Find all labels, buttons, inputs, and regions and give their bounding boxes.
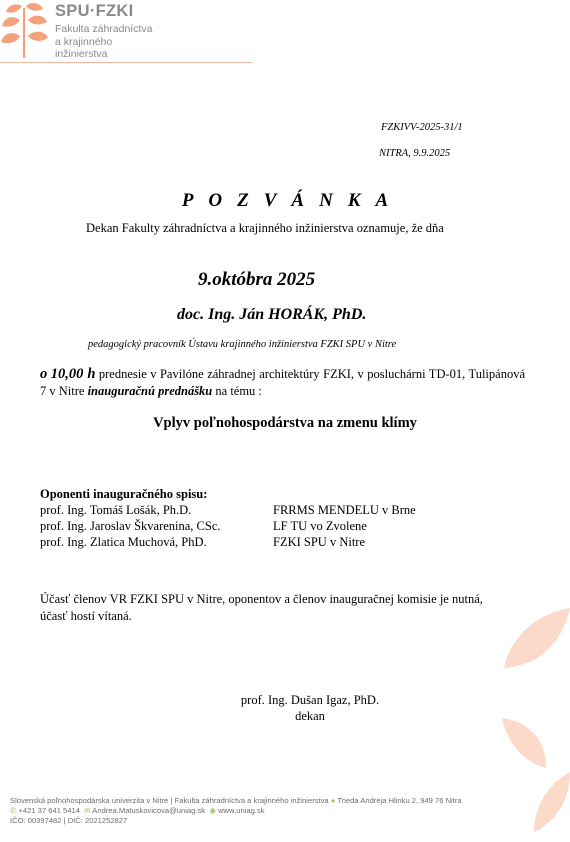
brand-subtitle-line: inžinierstva xyxy=(55,48,108,60)
globe-icon: ◉ xyxy=(209,806,216,815)
header-divider xyxy=(0,62,252,63)
lecture-text-2: na tému : xyxy=(212,384,262,398)
footer-web[interactable]: www.uniag.sk xyxy=(218,806,265,815)
signatory-name: prof. Ing. Dušan Igaz, PhD. xyxy=(240,693,380,707)
reference-number: FZKIVV-2025-31/1 xyxy=(381,122,463,133)
opponent-institution: LF TU vo Zvolene xyxy=(273,519,367,533)
document-title: POZVÁNKA xyxy=(181,190,404,211)
event-date: 9.októbra 2025 xyxy=(198,269,316,290)
lecture-text-1: prednesie v Pavilóne záhradnej architektúry FZKI, v posluchárni TD-01, Tulipánová 7 v Nitre xyxy=(40,367,525,398)
footer-phone: +421 37 641 5414 xyxy=(18,806,80,815)
opponent-name: prof. Ing. Jaroslav Škvarenina, CSc. xyxy=(40,519,221,533)
speaker-role: pedagogický pracovník Ústavu krajinného inžinierstva FZKI SPU v Nitre xyxy=(88,339,397,350)
footer-address: Trieda Andreja Hlinku 2, 949 76 Nitra xyxy=(337,796,462,805)
brand-subtitle-line: Fakulta záhradníctva xyxy=(55,23,153,35)
lecture-time: 10,00 h xyxy=(50,366,96,382)
lecture-topic: Vplyv poľnohospodárstva na zmenu klímy xyxy=(153,415,417,431)
place-date: NITRA, 9.9.2025 xyxy=(379,148,451,159)
opponent-name: prof. Ing. Tomáš Lošák, Ph.D. xyxy=(40,503,192,517)
footer-email[interactable]: Andrea.Matuskovicova@uniag.sk xyxy=(92,806,206,815)
speaker-name: doc. Ing. Ján HORÁK, PhD. xyxy=(177,306,367,323)
opponent-name: prof. Ing. Zlatica Muchová, PhD. xyxy=(40,535,207,549)
footer-line-1 xyxy=(10,796,462,805)
lecture-emphasis: inauguračnú prednášku xyxy=(87,384,213,398)
opponent-institution: FZKI SPU v Nitre xyxy=(273,535,366,549)
brand-title: SPU·FZKI xyxy=(55,2,134,20)
note-line: Účasť členov VR FZKI SPU v Nitre, oponentov a členov inauguračnej komisie je nutná, xyxy=(40,592,483,606)
footer-line-2 xyxy=(10,806,265,815)
decorative-leaves-icon xyxy=(490,600,570,840)
lecture-paragraph xyxy=(40,366,525,400)
time-prefix: o xyxy=(40,366,48,382)
attendance-note xyxy=(40,591,530,625)
location-pin-icon: ● xyxy=(330,796,336,805)
signatory-title: dekan xyxy=(295,709,325,723)
note-line: účasť hostí vítaná. xyxy=(40,609,132,623)
leaf-sprig-logo-icon xyxy=(0,0,50,60)
brand-subtitle-line: a krajinného xyxy=(55,35,113,48)
brand-subtitle xyxy=(55,23,175,61)
phone-icon: ✆ xyxy=(10,806,17,815)
footer-university: Slovenská poľnohospodárska univerzita v Nitre | Fakulta záhradníctva a krajinného inžinierstva xyxy=(10,796,329,805)
email-icon: ✉ xyxy=(84,806,91,815)
opponent-institution: FRRMS MENDELU v Brne xyxy=(273,503,416,517)
intro-text: Dekan Fakulty záhradníctva a krajinného inžinierstva oznamuje, že dňa xyxy=(86,221,444,235)
opponents-heading: Oponenti inauguračného spisu: xyxy=(40,487,208,501)
footer-ids: IČO: 00397482 | DIČ: 2021252827 xyxy=(10,816,128,825)
